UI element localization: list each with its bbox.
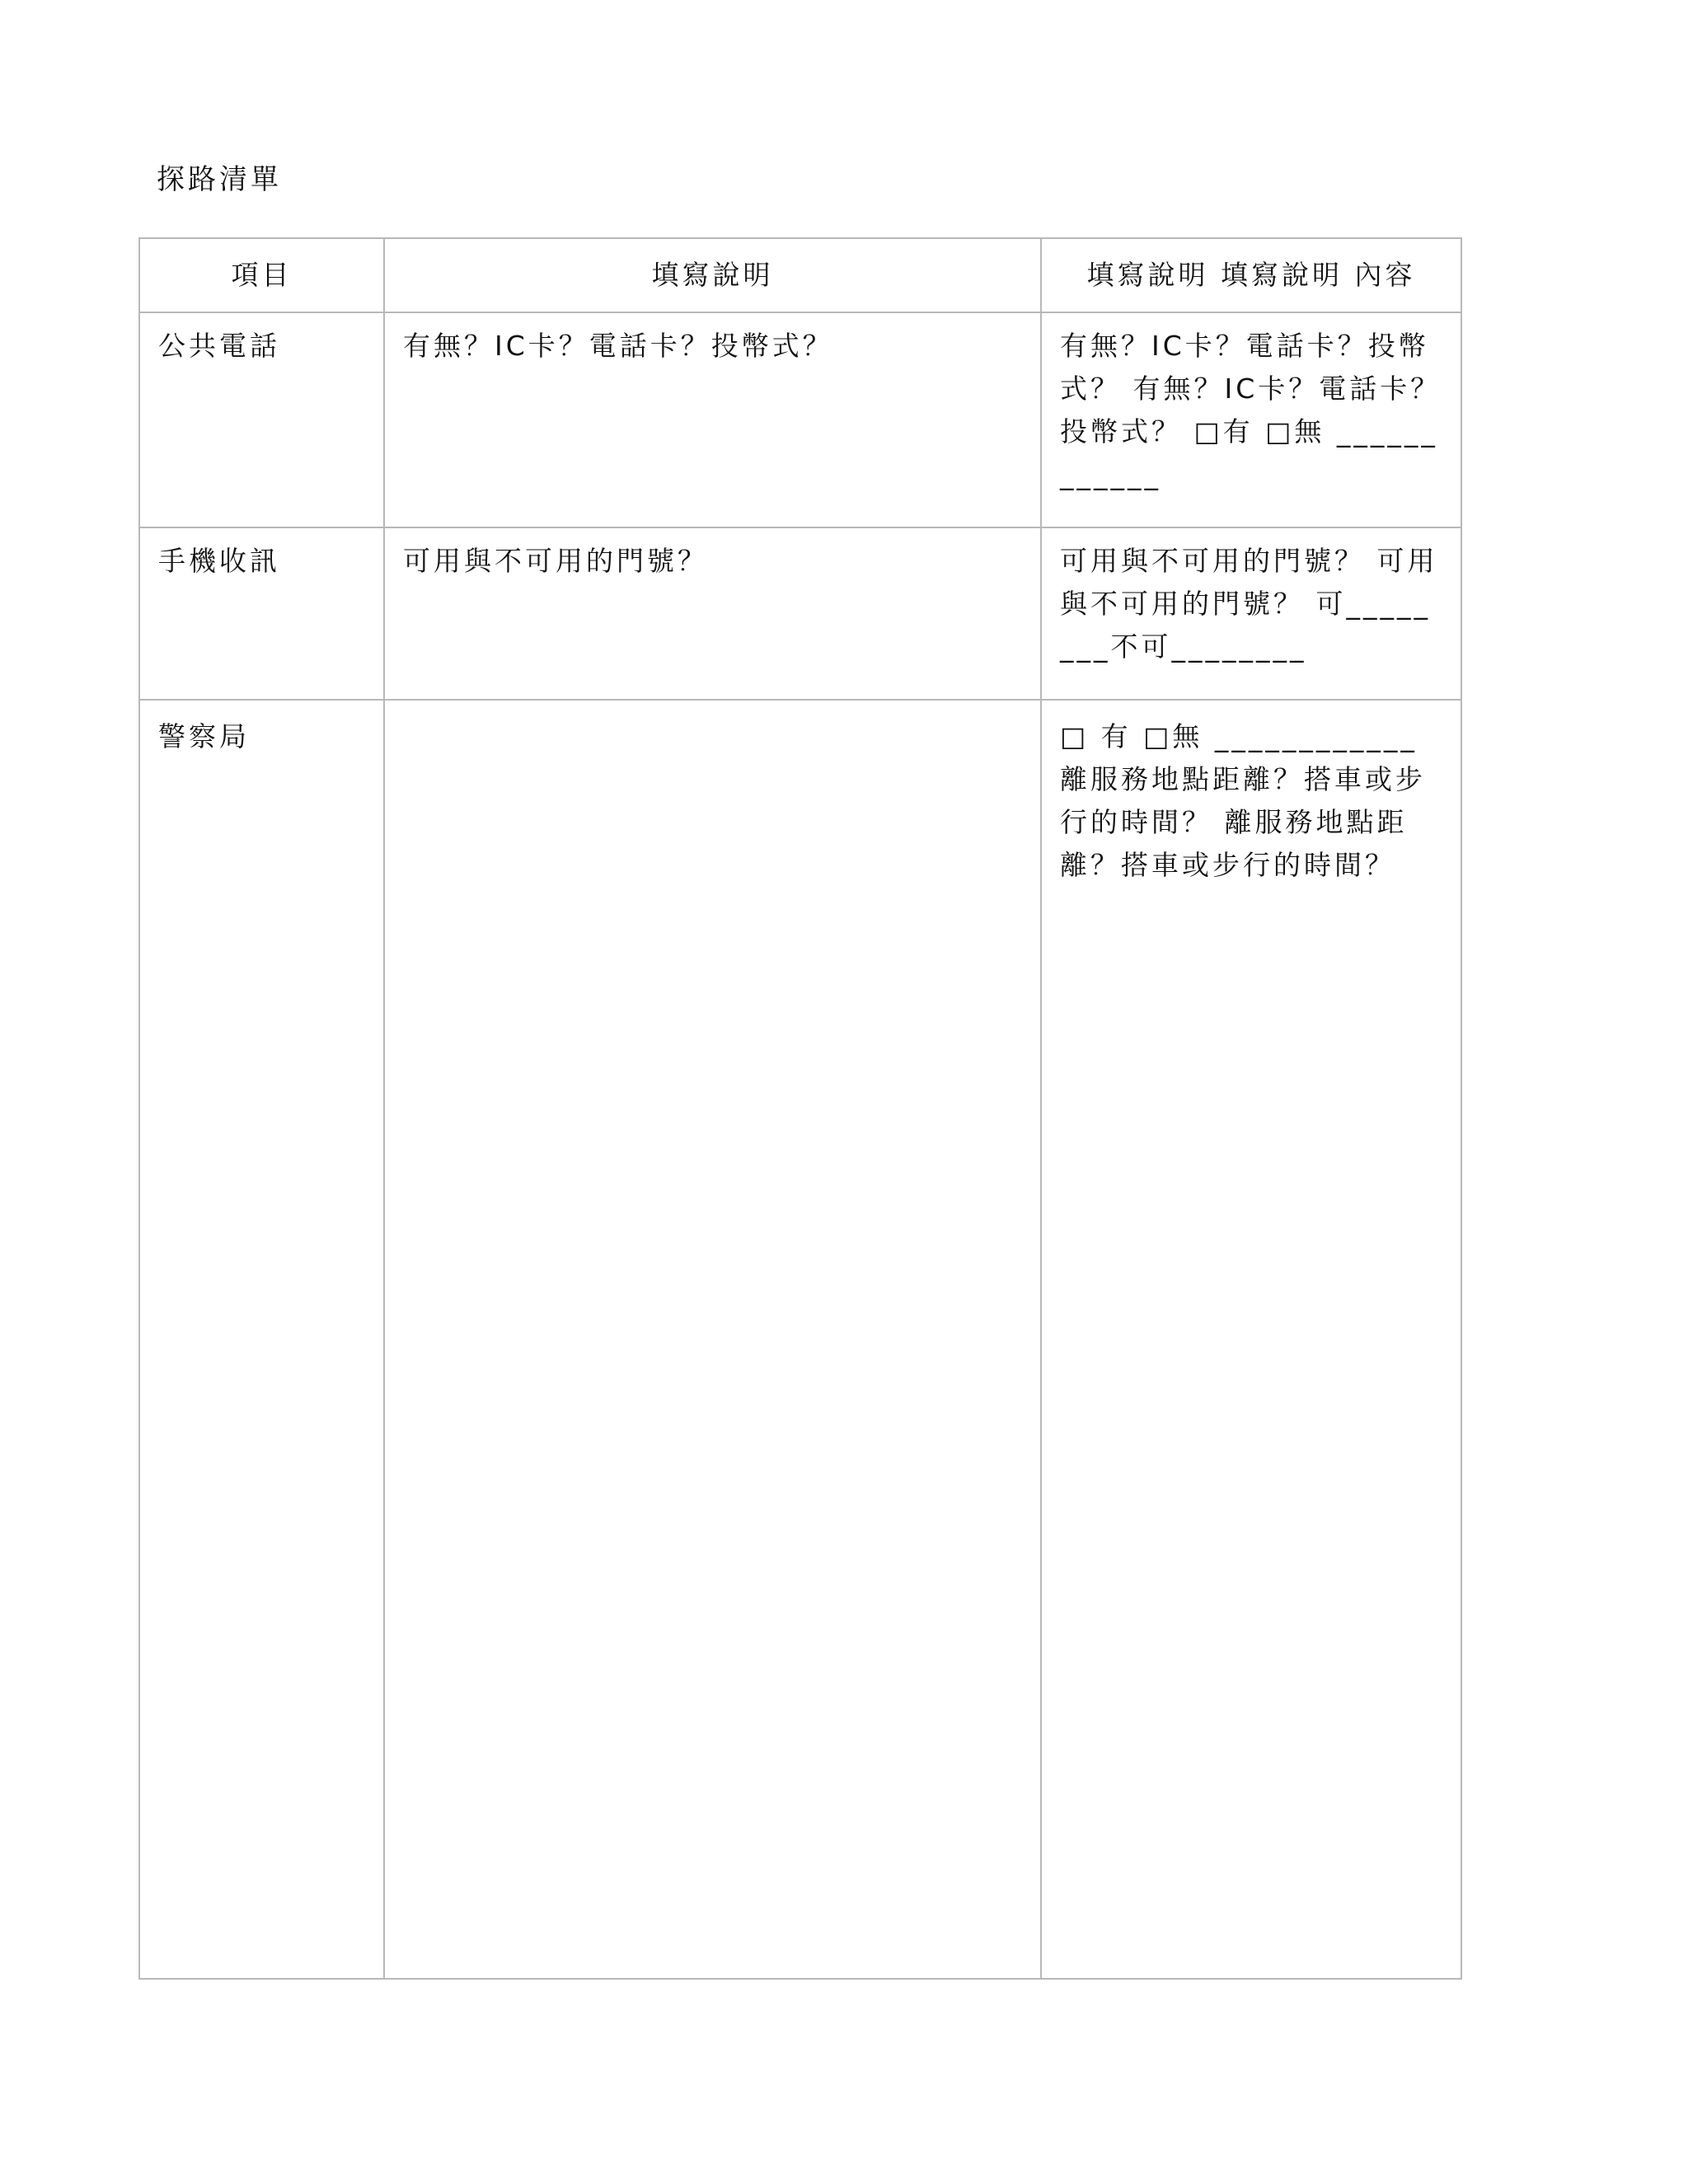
row-description-police-station [384, 700, 1041, 1979]
row-content-police-station: □ 有 □無 ____________ 離服務地點距離？搭車或步行的時間？ 離服務地點距離？搭車或步行的時間？ [1041, 700, 1461, 1979]
page-title: 探路清單 [157, 163, 282, 196]
table-row [139, 527, 1461, 700]
header-item: 項目 [139, 238, 384, 312]
row-item-police-station: 警察局 [139, 700, 384, 1979]
row-content-public-phone: 有無？IC卡？電話卡？投幣式？ 有無？IC卡？電話卡？投幣式？ □有 □無 ____________ [1041, 312, 1461, 527]
row-item-public-phone: 公共電話 [139, 312, 384, 527]
table-row [139, 312, 1461, 527]
row-description-mobile-signal: 可用與不可用的門號？ [384, 527, 1041, 700]
header-description: 填寫說明 [384, 238, 1041, 312]
table-header-row [139, 238, 1461, 312]
row-description-public-phone: 有無？IC卡？電話卡？投幣式？ [384, 312, 1041, 527]
row-content-mobile-signal: 可用與不可用的門號？ 可用與不可用的門號？ 可________不可________ [1041, 527, 1461, 700]
row-item-mobile-signal: 手機收訊 [139, 527, 384, 700]
table-row [139, 700, 1461, 1979]
survey-table [138, 237, 1462, 1980]
header-content: 填寫說明 填寫說明 內容 [1041, 238, 1461, 312]
